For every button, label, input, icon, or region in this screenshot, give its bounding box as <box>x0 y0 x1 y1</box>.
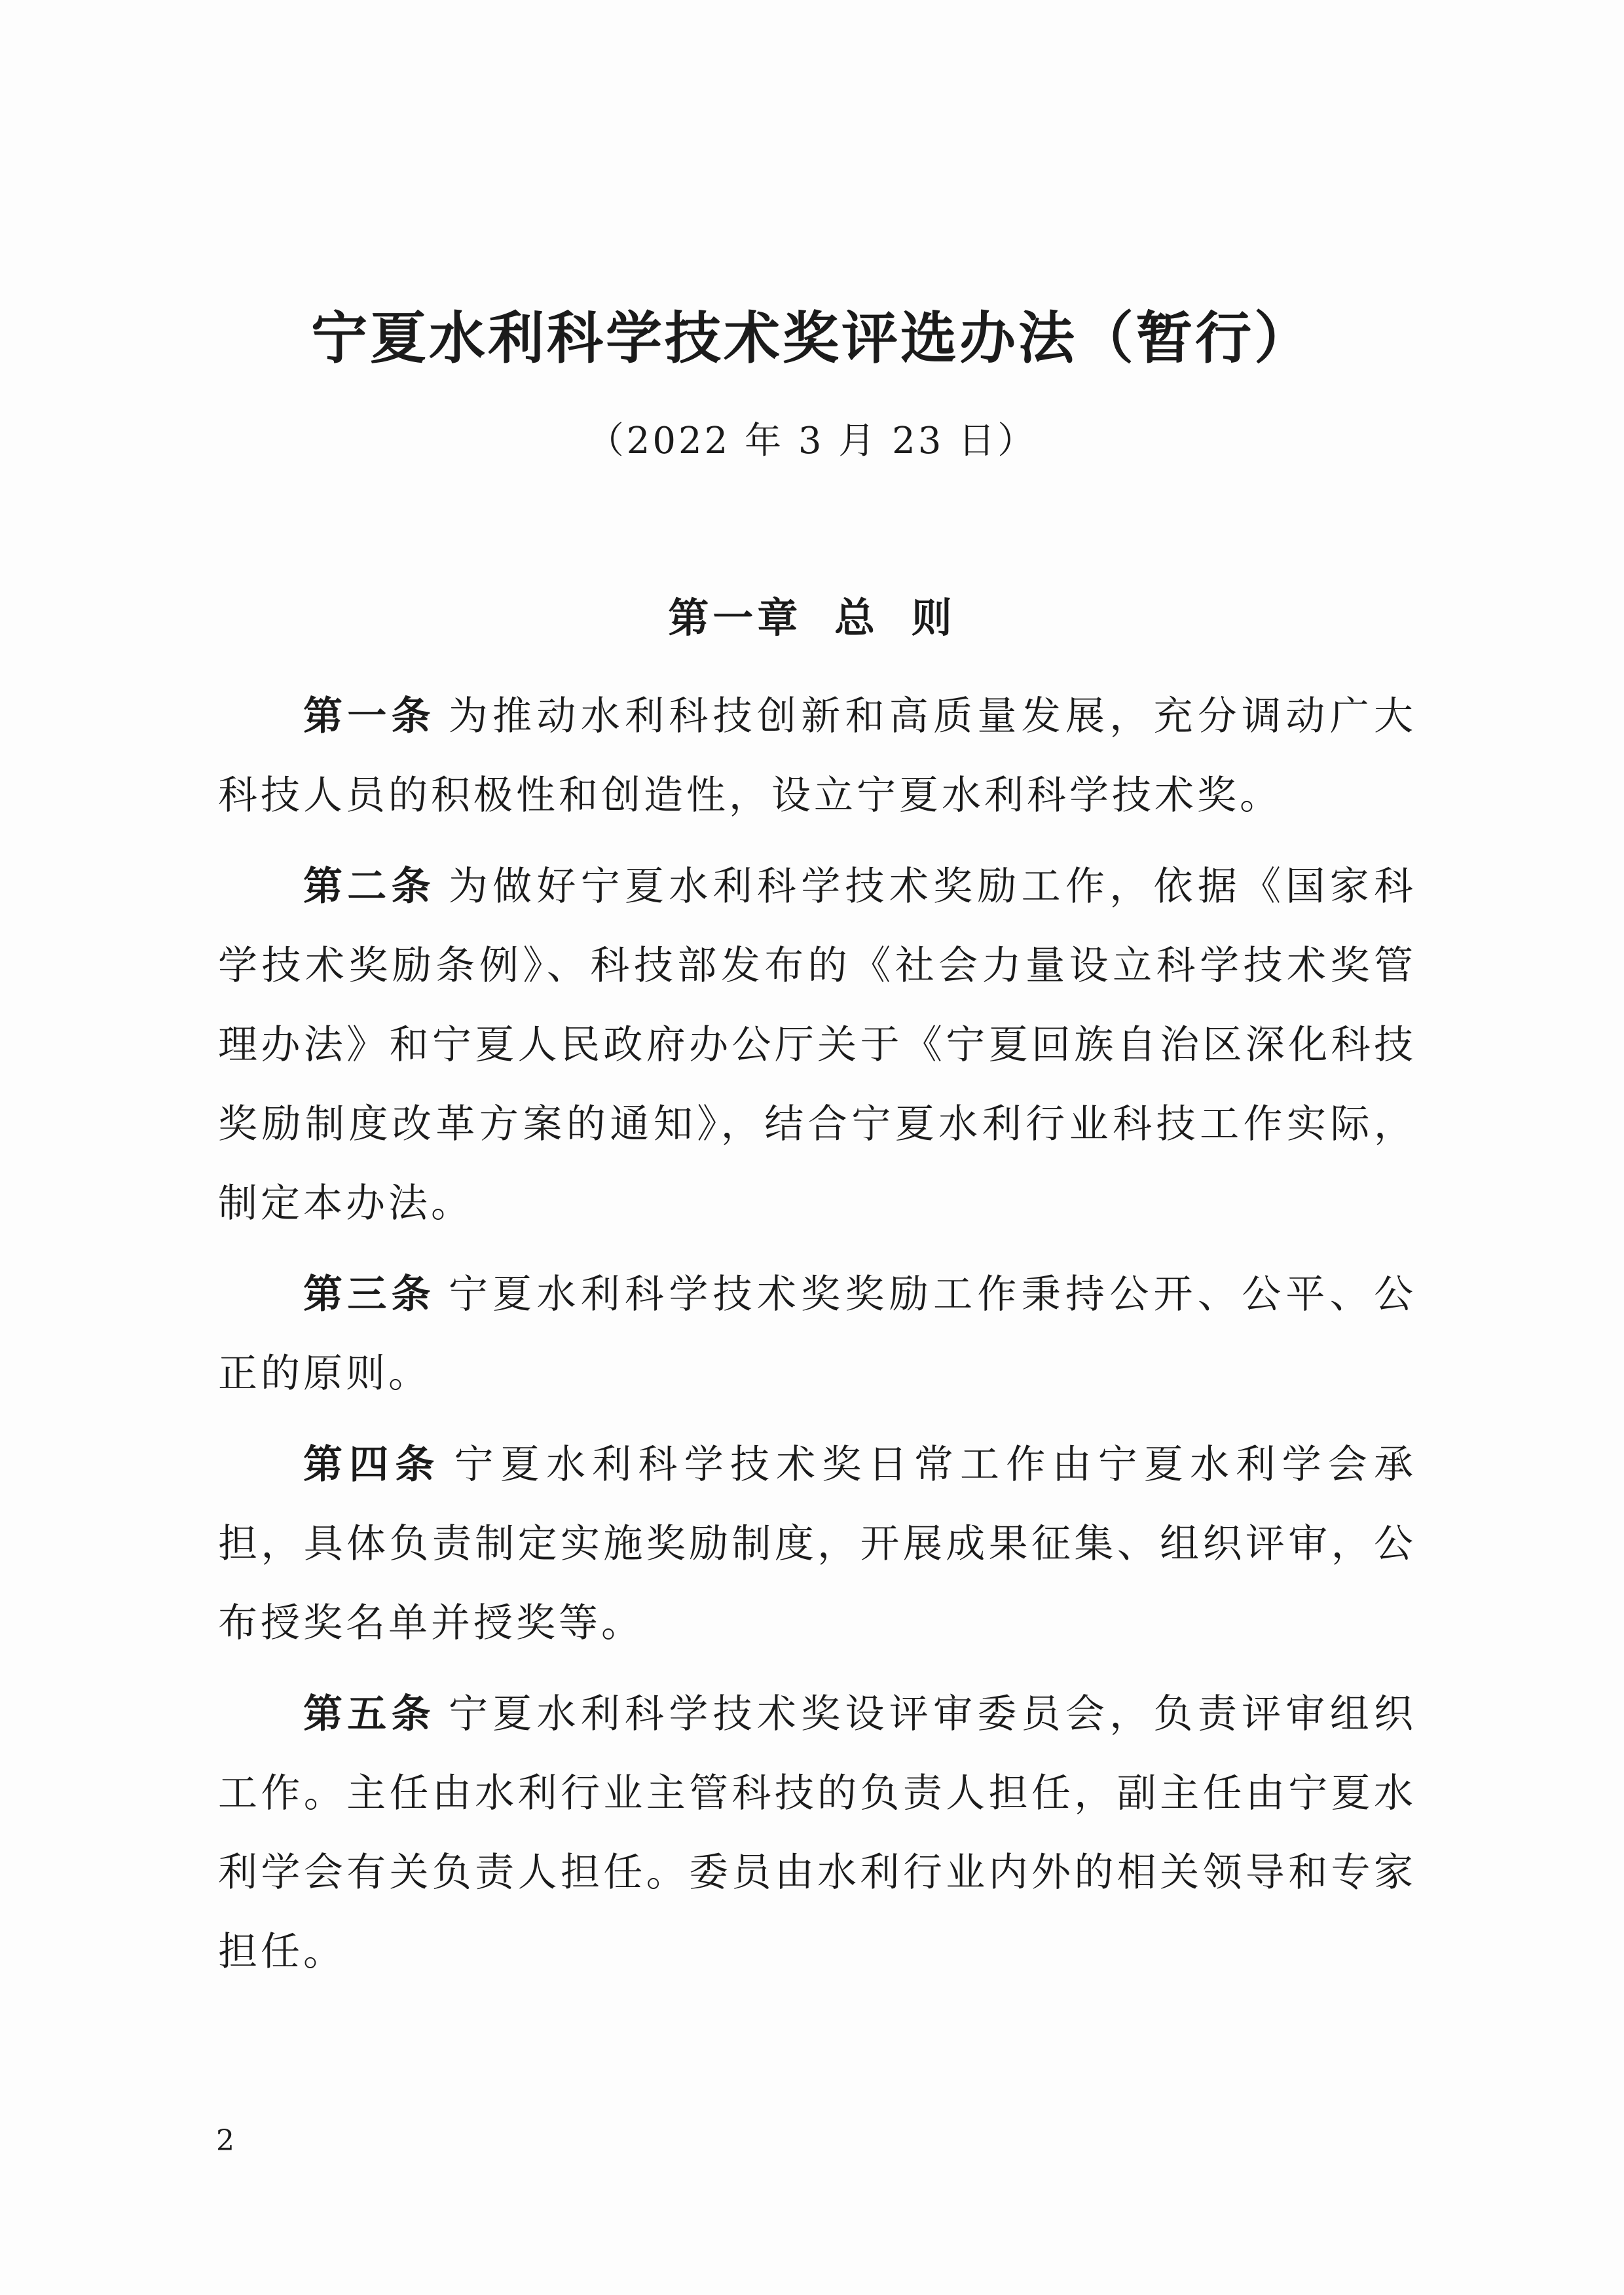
article-4 <box>218 1425 1416 1663</box>
article-text: 宁夏水利科学技术奖设评审委员会，负责评审组织工作。主任由水利行业主管科技的负责人担任，副主任由宁夏水利学会有关负责人担任。委员由水利行业内外的相关领导和专家担任。 <box>218 1691 1416 1975</box>
page-number: 2 <box>216 2124 234 2157</box>
article-label: 第一条 <box>303 693 435 739</box>
article-2 <box>218 847 1416 1243</box>
article-label: 第五条 <box>303 1691 435 1737</box>
article-5 <box>218 1675 1416 1992</box>
document-date: （2022 年 3 月 23 日） <box>587 420 1037 462</box>
article-label: 第四条 <box>303 1442 441 1488</box>
article-text: 为推动水利科技创新和高质量发展，充分调动广大科技人员的积极性和创造性，设立宁夏水利科学技术奖。 <box>218 693 1416 818</box>
document-body <box>218 677 1416 2004</box>
article-label: 第二条 <box>303 864 435 909</box>
chapter-heading: 第一章 总 则 <box>668 594 956 642</box>
article-text: 为做好宁夏水利科学技术奖励工作，依据《国家科学技术奖励条例》、科技部发布的《社会力量设立科学技术奖管理办法》和宁夏人民政府办公厅关于《宁夏回族自治区深化科技奖励制度改革方案的通知》，结合宁夏水利行业科技工作实际，制定本办法。 <box>218 864 1416 1226</box>
article-1 <box>218 677 1416 835</box>
article-3 <box>218 1255 1416 1414</box>
article-label: 第三条 <box>303 1272 435 1317</box>
article-text: 宁夏水利科学技术奖日常工作由宁夏水利学会承担，具体负责制定实施奖励制度，开展成果征集、组织评审，公布授奖名单并授奖等。 <box>218 1442 1417 1646</box>
article-text: 宁夏水利科学技术奖奖励工作秉持公开、公平、公正的原则。 <box>218 1272 1416 1397</box>
document-title: 宁夏水利科学技术奖评选办法（暂行） <box>311 305 1313 371</box>
